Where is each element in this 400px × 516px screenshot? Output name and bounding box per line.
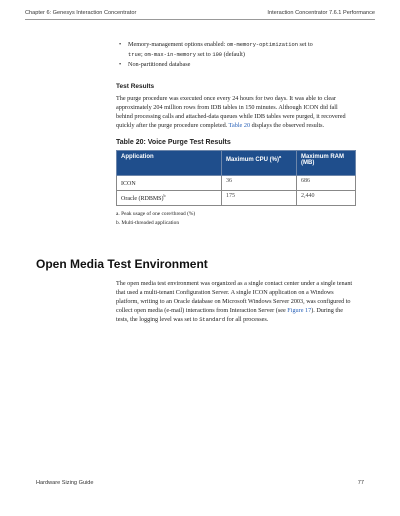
cell-ram: 2,440 — [297, 191, 356, 206]
table-row — [117, 191, 356, 206]
cell-cpu: 175 — [222, 191, 297, 206]
column-header-application: Application — [117, 151, 222, 176]
cell-ram: 686 — [297, 176, 356, 191]
test-results-paragraph: The purge procedure was executed once every 24 hours for two days. It was able to clear approximately 204 million rows from IDB tables in 150 minutes. Although ICON did fall behind processing calls and attached-data queues while IDB tables were purged, it recovered quickly after the purge procedure completed. Table 20 displays the observed results. — [116, 95, 346, 129]
running-header — [25, 10, 375, 20]
header-chapter: Chapter 6: Genesys Interaction Concentrator — [25, 10, 137, 16]
header-doc-title: Interaction Concentrator 7.6.1 Performance — [267, 10, 375, 16]
test-results-heading: Test Results — [116, 83, 155, 90]
section-body — [116, 279, 356, 325]
list-item: • Non-partitioned database — [128, 60, 356, 69]
voice-purge-results-table — [116, 150, 356, 206]
table-row — [117, 176, 356, 191]
table-caption: Table 20: Voice Purge Test Results — [116, 139, 231, 146]
column-header-max-ram: Maximum RAM (MB) — [297, 151, 356, 176]
table-20-link[interactable]: Table 20 — [228, 122, 251, 129]
table-header-row — [117, 151, 356, 176]
column-header-max-cpu: Maximum CPU (%)$^a$ — [222, 151, 297, 176]
cell-cpu: 36 — [222, 176, 297, 191]
cell-application: ICON — [117, 176, 222, 191]
table-footnote-a: a. Peak usage of one core/thread (%) — [116, 211, 196, 217]
main-content — [116, 40, 356, 228]
list-item: • Memory-management options enabled: om-memory-optimization set to true; om-max-in-memory set to 100 (default) — [128, 40, 356, 60]
table-footnote-b: b. Multi-threaded application — [116, 220, 180, 226]
section-title: Open Media Test Environment — [36, 257, 208, 271]
running-footer — [36, 480, 364, 486]
section-paragraph: The open media test environment was organized as a single contact center under a single tenant that used a multi-tenant Configuration Server. A single ICON application on a Windows platform, writing to an Oracle database on Microsoft Windows Server 2003, was configured to collect open media (e-mail) interactions from Interaction Server (see Figure 17). During the tests, the logging level was set to Standard for all processes. — [116, 280, 353, 323]
cell-application: Oracle (RDBMS)$^b$ — [117, 191, 222, 206]
figure-17-link[interactable]: Figure 17 — [287, 307, 312, 314]
config-bullet-list — [116, 40, 356, 69]
footer-guide-title: Hardware Sizing Guide — [36, 480, 94, 486]
page-number: 77 — [357, 480, 364, 486]
